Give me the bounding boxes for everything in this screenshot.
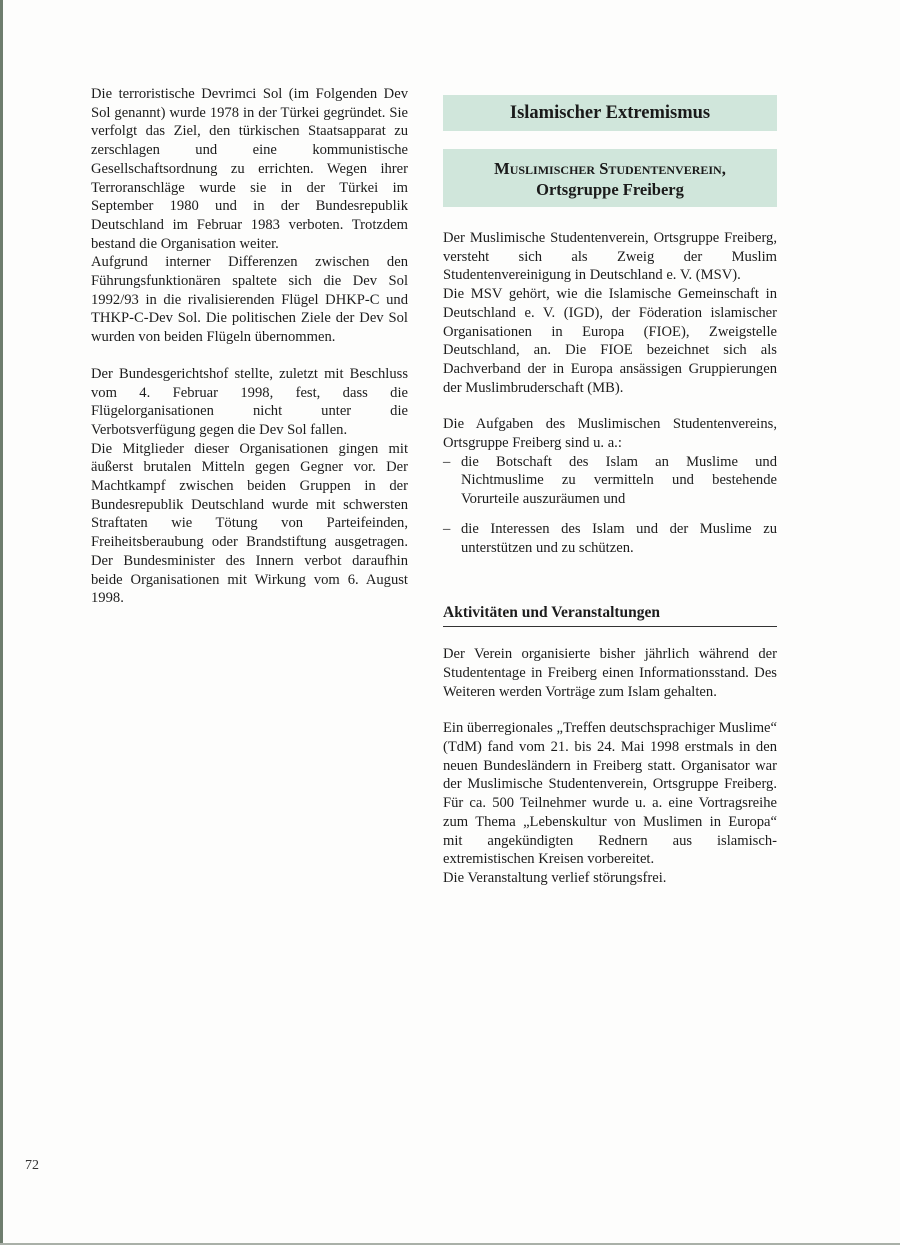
left-column (91, 85, 408, 608)
section-heading-activities: Aktivitäten und Veranstaltungen (443, 603, 777, 627)
dash-bullet: – (443, 520, 451, 537)
paragraph-ban: Die Mitglieder dieser Organisationen gingen mit äußerst brutalen Mitteln gegen Gegner vor. Der Machtkampf zwischen beiden Gruppen in der Bundesrepublik Deutschland wurde mit schwersten Straftaten wie Tötung von Parteifeinden, Freiheitsberaubung oder Brandstiftung ausgetragen. Der Bundesminister des Innern verbot daraufhin beide Organisationen mit Wirkung vom 6. August 1998. (91, 440, 408, 607)
section-banner-title: Islamischer Extremismus (443, 95, 777, 131)
paragraph-tdm-meeting: Ein überregionales „Treffen deutschsprachiger Muslime“ (TdM) fand vom 21. bis 24. Mai 1998 erstmals in den neuen Bundesländern in Freiberg statt. Organisator war der Muslimische Studentenverein, Ortsgruppe Freiberg. Für ca. 500 Teilnehmer wurde u. a. eine Vortragsreihe zum Thema „Lebenskultur von Muslimen in Europa“ mit angekündigten Rednern aus islamisch-extremistischen Kreisen vorbereitet. (443, 720, 777, 868)
subsection-title-line1: Muslimischer Studentenverein, (494, 159, 726, 178)
tasks-list (443, 453, 777, 558)
page-number: 72 (25, 1158, 39, 1173)
activities-body (443, 645, 777, 887)
list-item (443, 520, 777, 557)
paragraph-tasks-intro: Die Aufgaben des Muslimischen Studentenvereins, Ortsgruppe Freiberg sind u. a.: (443, 416, 777, 452)
dash-bullet: – (443, 453, 451, 470)
paragraph-bgh-decision: Der Bundesgerichtshof stellte, zuletzt mit Beschluss vom 4. Februar 1998, fest, dass die Flügelorganisationen nicht unter die Verbotsverfügung gegen die Dev Sol fallen. (91, 365, 408, 438)
paragraph-info-stand: Der Verein organisierte bisher jährlich während der Studententage in Freiberg einen Informationsstand. Des Weiteren werden Vorträge zum Islam gehalten. (443, 646, 777, 700)
subsection-banner (443, 149, 777, 207)
page-edge-shadow (0, 0, 3, 1245)
list-item-text: die Interessen des Islam und der Muslime zu unterstützen und zu schützen. (461, 520, 777, 556)
paragraph-dev-sol-split: Aufgrund interner Differenzen zwischen den Führungsfunktionären spaltete sich die Dev Sol 1992/93 in die rivalisierenden Flügel DHKP-C und THKP-C-Dev Sol. Die politischen Ziele der Dev Sol wurden von beiden Flügeln übernommen. (91, 254, 408, 346)
paragraph-dev-sol-intro: Die terroristische Devrimci Sol (im Folgenden Dev Sol genannt) wurde 1978 in der Türkei gegründet. Sie verfolgt das Ziel, den türkischen Staatsapparat zu zerschlagen und eine kommunistische Gesellschaftsordnung zu errichten. Wegen ihrer Terroranschläge wurde sie in der Türkei im September 1980 und in der Bundesrepublik Deutschland im Februar 1983 verboten. Trotzdem bestand die Organisation weiter. (91, 86, 408, 252)
right-column (443, 95, 777, 888)
subsection-title-line2: Ortsgruppe Freiberg (536, 180, 684, 199)
list-item (443, 453, 777, 509)
paragraph-msv-branch: Der Muslimische Studentenverein, Ortsgruppe Freiberg, versteht sich als Zweig der Muslim Studentenvereinigung in Deutschland e. V. (MSV). (443, 230, 777, 284)
paragraph-msv-membership: Die MSV gehört, wie die Islamische Gemeinschaft in Deutschland e. V. (IGD), der Föderation islamischer Organisationen in Europa (FIOE), Zweigstelle Deutschland, an. Die FIOE bezeichnet sich als Dachverband der in Europa ansässigen Gruppierungen der Muslimbruderschaft (MB). (443, 286, 777, 396)
list-item-text: die Botschaft des Islam an Muslime und Nichtmuslime zu vermitteln und bestehende Vorurteile auszuräumen und (461, 453, 777, 508)
paragraph-event-outcome: Die Veranstaltung verlief störungsfrei. (443, 869, 667, 886)
organization-description (443, 229, 777, 557)
